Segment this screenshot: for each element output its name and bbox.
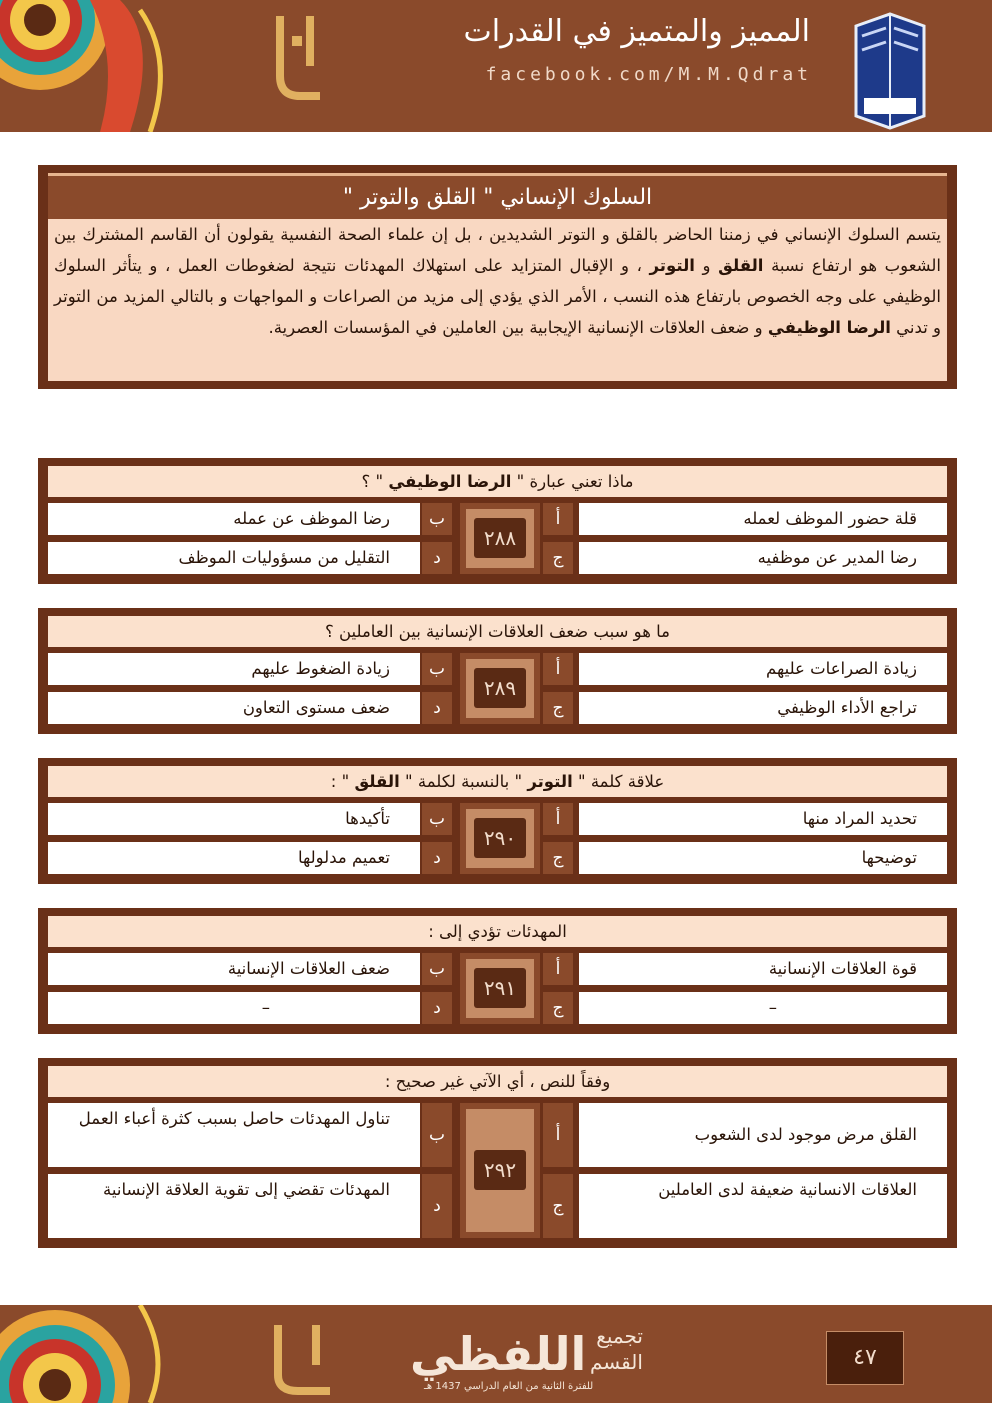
option-b-label: ب	[422, 653, 452, 685]
passage-text: يتسم السلوك الإنساني في زمننا الحاضر بالقلق و التوتر الشديدين ، بل إن علماء الصحة النفسية يقولون أن القاسم المشترك بين الشعوب هو ارتفاع نسبة القلق و التوتر ، و الإقبال المتزايد على استهلاك المهدئات نتيجة لضغوطات العمل ، و يتأثر السلوك الوظيفي على وجه الخصوص بارتفاع هذه النسب ، الأمر الذي يؤدي إلى مزيد من الصراعات و المواجهات و بالتالي المزيد من التوتر و تدني الرضا الوظيفي و ضعف العلاقات الإنسانية الإيجابية بين العاملين في المؤسسات العصرية.	[48, 219, 947, 381]
book-logo-icon	[842, 6, 938, 130]
option-c-label: ج	[543, 992, 573, 1024]
question-number: ٢٨٩	[474, 668, 526, 708]
question-stem: علاقة كلمة " التوتر " بالنسبة لكلمة " القلق " :	[48, 766, 947, 797]
option-b-label: ب	[422, 803, 452, 835]
option-a[interactable]: زيادة الصراعات عليهم	[579, 653, 947, 685]
option-d[interactable]: المهدئات تقضي إلى تقوية العلاقة الإنسانية	[48, 1174, 420, 1238]
option-d-label: د	[422, 842, 452, 874]
option-b-label: ب	[422, 953, 452, 985]
option-d[interactable]: التقليل من مسؤوليات الموظف	[48, 542, 420, 574]
option-c-label: ج	[543, 542, 573, 574]
option-b[interactable]: رضا الموظف عن عمله	[48, 503, 420, 535]
question-number-box	[460, 1103, 540, 1238]
page-footer	[0, 1305, 992, 1403]
calligraphy-ornament-icon	[270, 6, 330, 106]
calligraphy-ornament-icon	[270, 1315, 340, 1395]
question-number-box	[460, 803, 540, 874]
option-a-label: أ	[543, 803, 573, 835]
header-facebook-link[interactable]: facebook.com/M.M.Qdrat	[485, 64, 812, 85]
question-stem: ما هو سبب ضعف العلاقات الإنسانية بين العاملين ؟	[48, 616, 947, 647]
question-number: ٢٩٢	[474, 1150, 526, 1190]
option-a[interactable]: قلة حضور الموظف لعمله	[579, 503, 947, 535]
question-stem: وفقاً للنص ، أي الآتي غير صحيح :	[48, 1066, 947, 1097]
question-stem: المهدئات تؤدي إلى :	[48, 916, 947, 947]
option-b-label: ب	[422, 503, 452, 535]
brand-logo-text: اللفظي	[410, 1327, 587, 1381]
option-d-label: د	[422, 692, 452, 724]
option-c[interactable]: العلاقات الانسانية ضعيفة لدى العاملين	[579, 1174, 947, 1238]
option-a[interactable]: القلق مرض موجود لدى الشعوب	[579, 1103, 947, 1167]
option-b[interactable]: تأكيدها	[48, 803, 420, 835]
option-a[interactable]: قوة العلاقات الإنسانية	[579, 953, 947, 985]
option-d-label: د	[422, 542, 452, 574]
option-d[interactable]: ضعف مستوى التعاون	[48, 692, 420, 724]
page-number: ٤٧	[826, 1331, 904, 1385]
option-b[interactable]: ضعف العلاقات الإنسانية	[48, 953, 420, 985]
passage-title: السلوك الإنساني " القلق والتوتر "	[48, 173, 947, 220]
question-number-box	[460, 653, 540, 724]
mandala-ornament-icon	[0, 0, 180, 132]
option-a-label: أ	[543, 953, 573, 985]
option-a[interactable]: تحديد المراد منها	[579, 803, 947, 835]
mandala-ornament-icon	[0, 1305, 180, 1403]
question-number-box	[460, 953, 540, 1024]
question-number: ٢٩٠	[474, 818, 526, 858]
question-stem: ماذا تعني عبارة " الرضا الوظيفي " ؟	[48, 466, 947, 497]
option-d-label: د	[422, 992, 452, 1024]
page-header	[0, 0, 992, 132]
option-d[interactable]: –	[48, 992, 420, 1024]
brand-subtitle: تجميع القسم	[590, 1324, 643, 1374]
option-c[interactable]: توضيحها	[579, 842, 947, 874]
header-title: المميز والمتميز في القدرات	[463, 14, 810, 49]
question-289	[38, 608, 957, 734]
question-290	[38, 758, 957, 884]
option-a-label: أ	[543, 503, 573, 535]
question-292	[38, 1058, 957, 1248]
question-number: ٢٩١	[474, 968, 526, 1008]
passage-box	[38, 165, 957, 389]
option-b[interactable]: زيادة الضغوط عليهم	[48, 653, 420, 685]
option-c-label: ج	[543, 842, 573, 874]
option-c[interactable]: تراجع الأداء الوظيفي	[579, 692, 947, 724]
option-c[interactable]: –	[579, 992, 947, 1024]
option-d[interactable]: تعميم مدلولها	[48, 842, 420, 874]
question-288	[38, 458, 957, 584]
option-b[interactable]: تناول المهدئات حاصل بسبب كثرة أعباء العمل	[48, 1103, 420, 1167]
option-b-label: ب	[422, 1103, 452, 1167]
option-a-label: أ	[543, 1103, 573, 1167]
option-c[interactable]: رضا المدير عن موظفيه	[579, 542, 947, 574]
brand-note: للفترة الثانية من العام الدراسي 1437 هـ	[424, 1381, 594, 1392]
option-c-label: ج	[543, 1174, 573, 1238]
question-number: ٢٨٨	[474, 518, 526, 558]
question-number-box	[460, 503, 540, 574]
option-d-label: د	[422, 1174, 452, 1238]
option-c-label: ج	[543, 692, 573, 724]
question-291	[38, 908, 957, 1034]
option-a-label: أ	[543, 653, 573, 685]
